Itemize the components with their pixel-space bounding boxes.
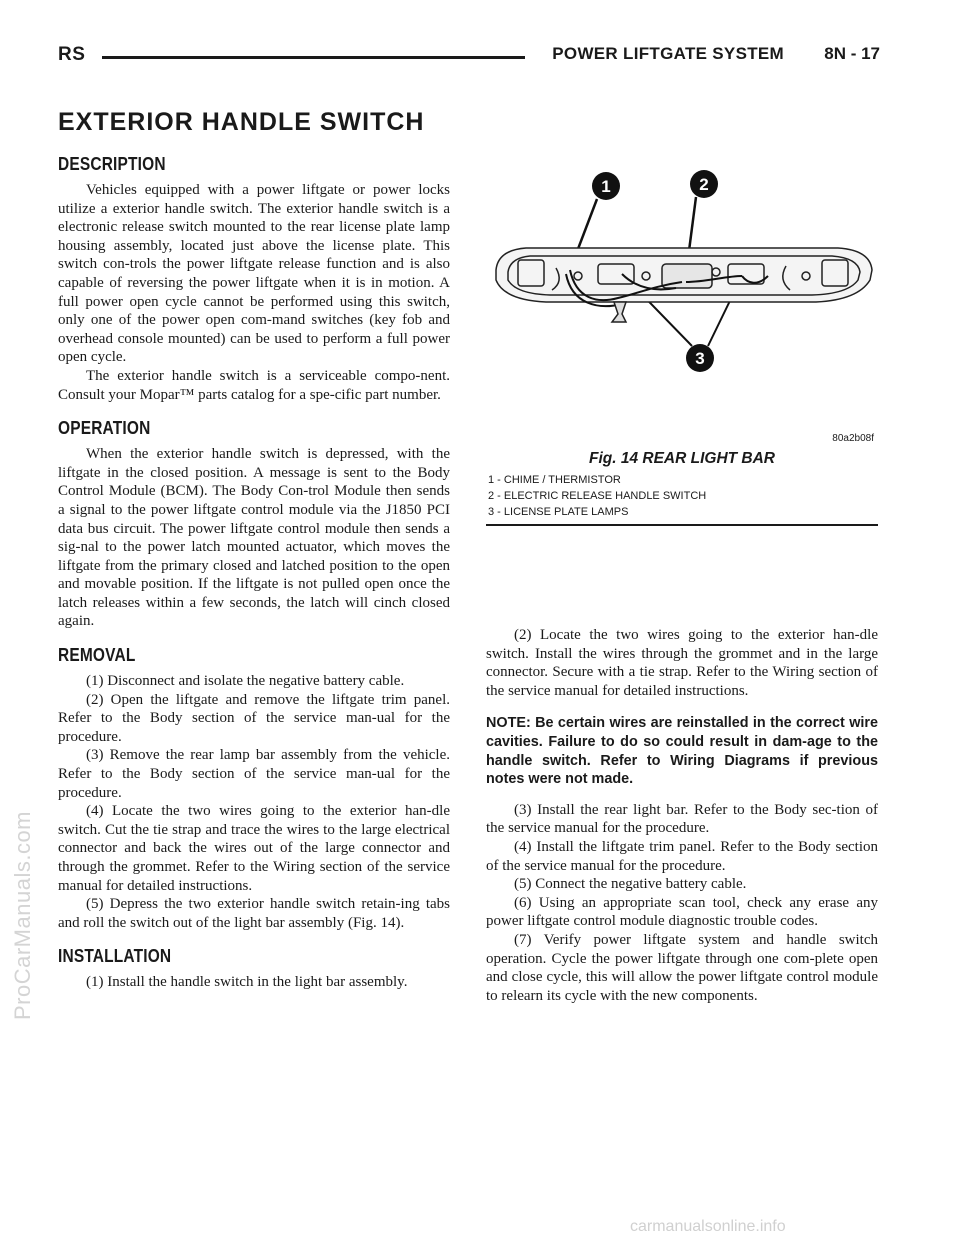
section-code: RS xyxy=(58,44,86,65)
legend-item: 2 - ELECTRIC RELEASE HANDLE SWITCH xyxy=(488,490,707,502)
description-paragraph: Vehicles equipped with a power liftgate or power locks utilize a exterior handle switch. The exterior handle switch is a electronic release switch mounted to the rear license plate lamp housing assembly, located just above the license plate. This switch con-trols the power liftgate release function and is also capable of reversing the power liftgate when it is in motion. A full power open cycle cannot be performed using this switch, only one of the power open com-mand switches (key fob and overhead console mounted) can be used to perform a full power open cycle. xyxy=(58,182,450,366)
description-paragraph: The exterior handle switch is a serviceable compo-nent. Consult your Mopar™ parts catalog for a spe-cific part number. xyxy=(58,367,450,403)
page-number: 8N - 17 xyxy=(824,44,880,63)
figure-rear-light-bar xyxy=(486,158,878,526)
removal-step: (3) Remove the rear lamp bar assembly from the vehicle. Refer to the Body section of the service man-ual for the procedure. xyxy=(58,747,450,801)
removal-heading: REMOVAL xyxy=(58,645,136,666)
svg-text:1: 1 xyxy=(601,177,611,196)
description-heading: DESCRIPTION xyxy=(58,154,166,174)
installation-step: (5) Connect the negative battery cable. xyxy=(514,876,747,893)
legend-item: 3 - LICENSE PLATE LAMPS xyxy=(488,506,629,518)
installation-step: (1) Install the handle switch in the light bar assembly. xyxy=(86,974,408,991)
callout-3 xyxy=(686,344,714,372)
legend-item: 1 - CHIME / THERMISTOR xyxy=(488,474,621,486)
installation-step: (2) Locate the two wires going to the exterior han-dle switch. Install the wires through the grommet and in the large connector. Secure with a tie strap. Refer to the Wiring section of the service manual for detailed instructions. xyxy=(486,627,878,699)
page-title: EXTERIOR HANDLE SWITCH xyxy=(58,108,425,136)
svg-text:3: 3 xyxy=(695,349,705,368)
running-header xyxy=(58,40,880,80)
callout-2 xyxy=(690,170,718,198)
removal-step: (5) Depress the two exterior handle switch retain-ing tabs and roll the switch out of the light bar assembly (Fig. 14). xyxy=(58,896,450,931)
footer-watermark: carmanualsonline.info xyxy=(630,1218,786,1235)
figure-legend xyxy=(486,472,878,520)
installation-heading: INSTALLATION xyxy=(58,946,172,967)
operation-heading: OPERATION xyxy=(58,418,151,439)
left-column xyxy=(58,150,450,992)
installation-step: (3) Install the rear light bar. Refer to the Body sec-tion of the service manual for the procedure. xyxy=(486,801,878,837)
installation-note: NOTE: Be certain wires are reinstalled in the correct wire cavities. Failure to do so could result in dam-age to the handle switch. Refer to Wiring Diagrams if previous notes were not made. xyxy=(486,715,878,788)
figure-caption: Fig. 14 REAR LIGHT BAR xyxy=(588,450,775,467)
svg-text:2: 2 xyxy=(699,175,709,194)
installation-step: (7) Verify power liftgate system and handle switch operation. Cycle the power liftgate through one com-plete open and close cycle, this will allow the power liftgate control module to relearn its cycle with the new components. xyxy=(486,931,878,1004)
right-column xyxy=(486,626,878,1005)
figure-image-code: 80a2b08f xyxy=(832,433,874,444)
header-rule xyxy=(102,56,525,59)
removal-step: (1) Disconnect and isolate the negative battery cable. xyxy=(86,673,405,690)
installation-step: (4) Install the liftgate trim panel. Refer to the Body section of the service manual for the procedure. xyxy=(486,838,878,874)
removal-step: (4) Locate the two wires going to the exterior han-dle switch. Cut the tie strap and trace the wires to the large electrical connector and back the wires out of the large connector and through the grommet. Refer to the Wiring section of the service manual for detailed instructions. xyxy=(58,803,450,894)
callout-1 xyxy=(592,172,620,200)
removal-step: (2) Open the liftgate and remove the liftgate trim panel. Refer to the Body section of the service man-ual for the procedure. xyxy=(58,691,450,745)
light-bar-housing xyxy=(496,248,872,302)
operation-paragraph: When the exterior handle switch is depressed, with the liftgate in the closed position. A message is sent to the Body Control Module (BCM). The Body Con-trol Module then sends a signal to the power liftgate control module via the J1850 PCI data bus circuit. The power liftgate control module then sends a sig-nal to the power latch mounted actuator, which moves the liftgate from the primary closed and latched position to the open and movable position. If the liftgate is not pulled open once the latch releases within a few seconds, the latch will cinch closed again. xyxy=(58,446,450,630)
figure-bottom-rule xyxy=(486,524,878,526)
header-title: POWER LIFTGATE SYSTEM xyxy=(552,44,784,63)
side-watermark: ProCarManuals.com xyxy=(10,810,35,1020)
installation-step: (6) Using an appropriate scan tool, check any erase any power liftgate control module diagnostic trouble codes. xyxy=(486,894,878,930)
light-bar-illustration xyxy=(486,158,878,446)
